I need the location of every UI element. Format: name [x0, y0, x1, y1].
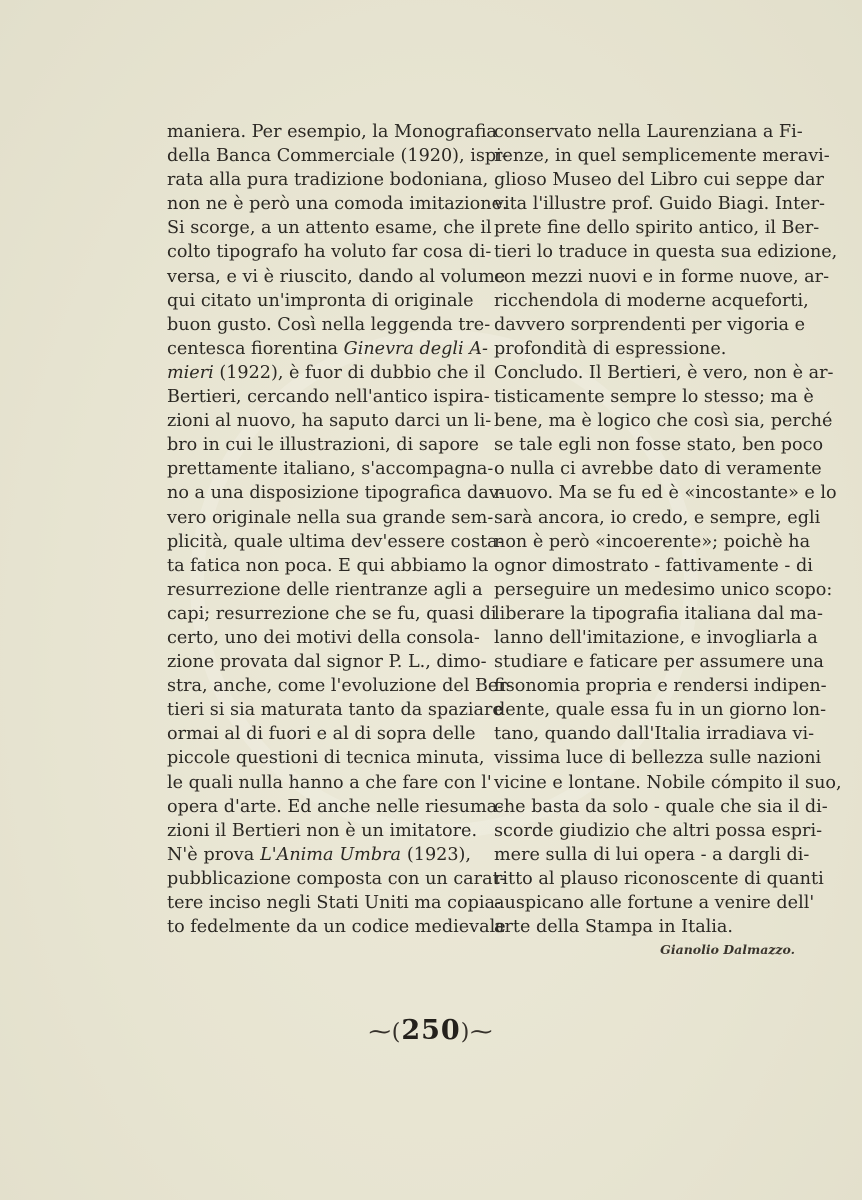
text-line: buon gusto. Così nella leggenda tre-: [167, 314, 491, 335]
text-line: prettamente italiano, s'accompagna-: [167, 459, 494, 480]
text-line: plicità, quale ultima dev'essere costa-: [167, 531, 504, 552]
text-line: sarà ancora, io credo, e sempre, egli: [494, 507, 821, 528]
author-signature: Gianolio Dalmazzo.: [660, 942, 795, 957]
text-segment: (1922), è fuor di dubbio che il: [213, 362, 486, 383]
text-line: colto tipografo ha voluto far cosa di-: [167, 242, 492, 263]
text-line: o nulla ci avrebbe dato di veramente: [494, 459, 822, 480]
text-line: se tale egli non fosse stato, ben poco: [494, 435, 824, 456]
text-line: opera d'arte. Ed anche nelle riesuma-: [167, 796, 504, 817]
page-number: [0, 1015, 862, 1046]
text-line: tieri lo traduce in questa sua edizione,: [494, 242, 838, 263]
text-line: zione provata dal signor P. L., dimo-: [167, 652, 487, 673]
text-line: conservato nella Laurenziana a Fi-: [494, 122, 803, 142]
text-line: mere sulla di lui opera - a dargli di-: [494, 844, 810, 865]
left-ornament: ⁓(: [368, 1020, 402, 1045]
text-line: Bertieri, cercando nell'antico ispira-: [167, 387, 490, 408]
text-line: capi; resurrezione che se fu, quasi di: [167, 603, 497, 624]
text-line: vita l'illustre prof. Guido Biagi. Inter-: [494, 194, 825, 215]
text-line: [167, 843, 471, 867]
right-ornament: )⁓: [460, 1020, 494, 1045]
text-line: maniera. Per esempio, la Monografia: [167, 122, 497, 142]
text-line: glioso Museo del Libro cui seppe dar: [494, 170, 824, 191]
text-line: rata alla pura tradizione bodoniana,: [167, 170, 489, 191]
text-line: fisonomia propria e rendersi indipen-: [494, 676, 827, 697]
text-line: no a una disposizione tipografica dav-: [167, 483, 505, 504]
text-line: studiare e faticare per assumere una: [494, 652, 824, 673]
book-title-anima-umbra: L'Anima Umbra: [260, 844, 402, 865]
text-line: nuovo. Ma se fu ed è «incostante» e lo: [494, 483, 837, 504]
text-line: ta fatica non poca. E qui abbiamo la: [167, 555, 489, 576]
text-line: bro in cui le illustrazioni, di sapore: [167, 435, 479, 456]
text-line: lanno dell'imitazione, e invogliarla a: [494, 627, 818, 648]
text-line: resurrezione delle rientranze agli a: [167, 579, 483, 600]
text-line: ricchendola di moderne acqueforti,: [494, 290, 809, 311]
text-line: ormai al di fuori e al di sopra delle: [167, 724, 476, 745]
text-line: davvero sorprendenti per vigoria e: [494, 314, 806, 335]
text-line: piccole questioni di tecnica minuta,: [167, 748, 485, 769]
text-line: certo, uno dei motivi della consola-: [167, 627, 480, 648]
text-line: ognor dimostrato - fattivamente - di: [494, 555, 813, 576]
text-line: tisticamente sempre lo stesso; ma è: [494, 387, 814, 408]
text-line: con mezzi nuovi e in forme nuove, ar-: [494, 266, 830, 287]
text-segment: N'è prova: [167, 844, 261, 865]
text-line: pubblicazione composta con un carat-: [167, 868, 506, 889]
text-line: arte della Stampa in Italia.: [494, 917, 734, 938]
text-line: perseguire un medesimo unico scopo:: [494, 579, 833, 600]
page-number-value: 250: [401, 1015, 461, 1046]
text-line: zioni al nuovo, ha saputo darci un li-: [167, 411, 492, 432]
text-line: scorde giudizio che altri possa espri-: [494, 820, 823, 841]
book-title-ginevra-cont: mieri: [167, 362, 214, 383]
text-line: ritto al plauso riconoscente di quanti: [494, 868, 824, 889]
text-line: [167, 361, 486, 385]
text-line: liberare la tipografia italiana dal ma-: [494, 603, 823, 624]
text-line: qui citato un'impronta di originale: [167, 290, 474, 311]
text-line: tieri si sia maturata tanto da spaziare: [167, 700, 503, 721]
text-line: profondità di espressione.: [494, 338, 727, 359]
text-line: [167, 337, 488, 361]
text-line: le quali nulla hanno a che fare con l': [167, 772, 492, 793]
text-line: tano, quando dall'Italia irradiava vi-: [494, 724, 815, 745]
text-line: Si scorge, a un attento esame, che il: [167, 218, 492, 239]
text-line: prete fine dello spirito antico, il Ber-: [494, 218, 820, 239]
text-line: zioni il Bertieri non è un imitatore.: [167, 820, 478, 841]
left-text-column: [167, 120, 513, 939]
text-line: to fedelmente da un codice medievale: [167, 917, 506, 938]
text-line: non ne è però una comoda imitazione.: [167, 194, 508, 215]
text-segment: centesca fiorentina: [167, 338, 344, 359]
text-line: della Banca Commerciale (1920), ispi-: [167, 146, 508, 167]
text-line: non è però «incoerente»; poichè ha: [494, 531, 811, 552]
text-line: tere inciso negli Stati Uniti ma copia-: [167, 893, 501, 913]
text-line: vissima luce di bellezza sulle nazioni: [494, 748, 822, 769]
text-line: Concludo. Il Bertieri, è vero, non è ar-: [494, 362, 834, 383]
text-line: dente, quale essa fu in un giorno lon-: [494, 700, 827, 721]
text-line: versa, e vi è riuscito, dando al volume: [167, 266, 506, 287]
text-line: stra, anche, come l'evoluzione del Ber-: [167, 676, 513, 697]
right-text-column: [494, 120, 842, 939]
text-line: vicine e lontane. Nobile cómpito il suo,: [494, 772, 842, 793]
text-line: che basta da solo - quale che sia il di-: [494, 796, 828, 817]
text-line: bene, ma è logico che così sia, perché: [494, 411, 833, 432]
text-line: renze, in quel semplicemente meravi-: [494, 146, 830, 167]
text-line: auspicano alle fortune a venire dell': [494, 893, 815, 913]
text-segment: (1923),: [401, 844, 471, 865]
text-line: vero originale nella sua grande sem-: [167, 507, 494, 528]
book-title-ginevra: Ginevra degli A-: [343, 338, 488, 359]
